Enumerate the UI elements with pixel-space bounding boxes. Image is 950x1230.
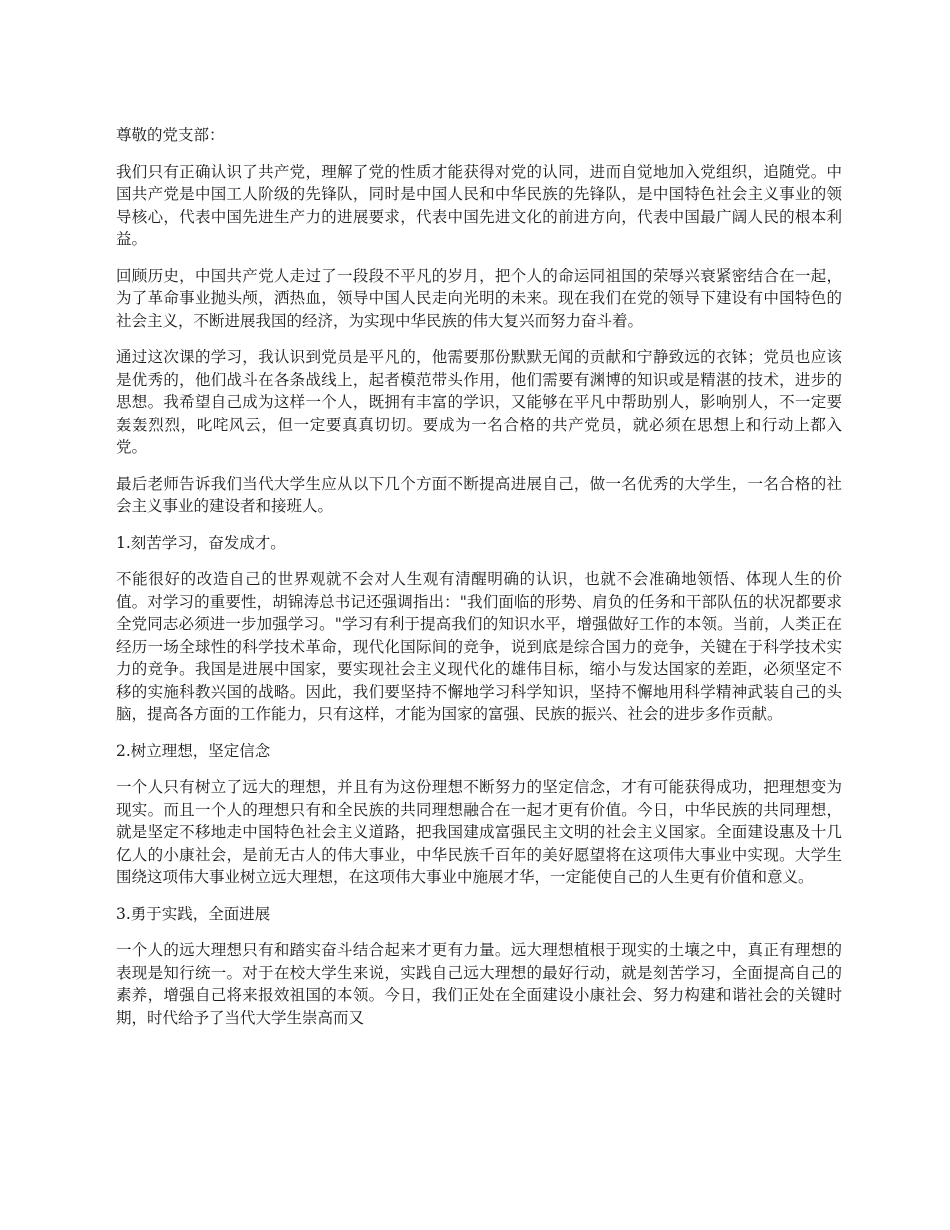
paragraph-4: 最后老师告诉我们当代大学生应从以下几个方面不断提高进展自己，做一名优秀的大学生，一名合格的社会主义事业的建设者和接班人。	[116, 474, 842, 515]
paragraph-2: 回顾历史，中国共产党人走过了一段段不平凡的岁月，把个人的命运同祖国的荣辱兴衰紧密结合在一起，为了革命事业抛头颅，洒热血，领导中国人民走向光明的未来。现在我们在党的领导下建设有中国特色的社会主义，不断进展我国的经济，为实现中华民族的伟大复兴而努力奋斗着。	[116, 266, 842, 330]
salutation: 尊敬的党支部：	[116, 126, 225, 144]
paragraph-1: 我们只有正确认识了共产党，理解了党的性质才能获得对党的认同，进而自觉地加入党组织，追随党。中国共产党是中国工人阶级的先锋队，同时是中国人民和中华民族的先锋队，是中国特色社会主义事业的领导核心，代表中国先进生产力的进展要求，代表中国先进文化的前进方向，代表中国最广阔人民的根本利益。	[116, 162, 842, 248]
section-body-2: 一个人只有树立了远大的理想，并且有为这份理想不断努力的坚定信念，才有可能获得成功，把理想变为现实。而且一个人的理想只有和全民族的共同理想融合在一起才更有价值。今日，中华民族的共同理想，就是坚定不移地走中国特色社会主义道路，把我国建成富强民主文明的社会主义国家。全面建设惠及十几亿人的小康社会，是前无古人的伟大事业，中华民族千百年的美好愿望将在这项伟大事业中实现。大学生围绕这项伟大事业树立远大理想，在这项伟大事业中施展才华，一定能使自己的人生更有价值和意义。	[116, 778, 842, 886]
section-body-1: 不能很好的改造自己的世界观就不会对人生观有清醒明确的认识，也就不会准确地领悟、体现人生的价值。对学习的重要性，胡锦涛总书记还强调指出："我们面临的形势、肩负的任务和干部队伍的状况都要求全党同志必须进一步加强学习。"学习有利于提高我们的知识水平，增强做好工作的本领。当前，人类正在经历一场全球性的科学技术革命，现代化国际间的竞争，说到底是综合国力的竞争，关键在于科学技术实力的竞争。我国是进展中国家，要实现社会主义现代化的雄伟目标，缩小与发达国家的差距，必须坚定不移的实施科教兴国的战略。因此，我们要坚持不懈地学习科学知识，坚持不懈地用科学精神武装自己的头脑，提高各方面的工作能力，只有这样，才能为国家的富强、民族的振兴、社会的进步多作贡献。	[116, 570, 842, 723]
paragraph-3: 通过这次课的学习，我认识到党员是平凡的，他需要那份默默无闻的贡献和宁静致远的衣钵；党员也应该是优秀的，他们战斗在各条战线上，起者模范带头作用，他们需要有渊博的知识或是精湛的技术，进步的思想。我希望自己成为这样一个人，既拥有丰富的学识，又能够在平凡中帮助别人，影响别人，不一定要轰轰烈烈，叱咤风云，但一定要真真切切。要成为一名合格的共产党员，就必须在思想上和行动上都入党。	[116, 348, 842, 456]
section-heading-2: 2.树立理想，坚定信念	[116, 741, 271, 760]
section-heading-3: 3.勇于实践，全面进展	[116, 904, 271, 923]
letter-body	[116, 124, 842, 1043]
section-body-3: 一个人的远大理想只有和踏实奋斗结合起来才更有力量。远大理想植根于现实的土壤之中，真正有理想的表现是知行统一。对于在校大学生来说，实践自己远大理想的最好行动，就是刻苦学习，全面提高自己的素养，增强自己将来报效祖国的本领。今日，我们正处在全面建设小康社会、努力构建和谐社会的关键时期，时代给予了当代大学生崇高而又	[116, 941, 842, 1027]
section-heading-1: 1.刻苦学习，奋发成才。	[116, 533, 286, 552]
